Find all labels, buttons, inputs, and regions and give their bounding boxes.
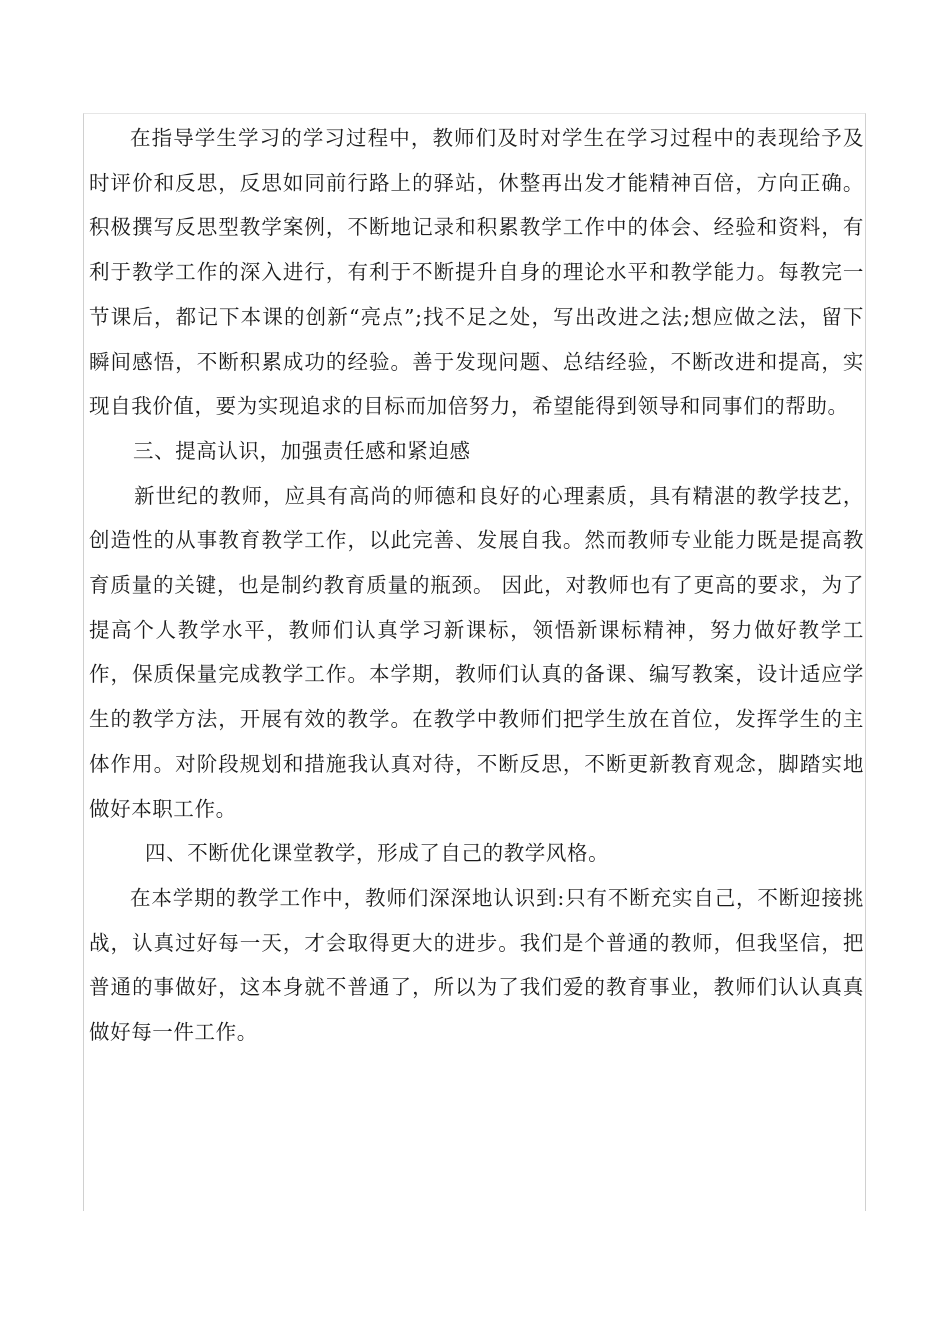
document-body — [89, 116, 864, 1055]
section-heading-4: 四、不断优化课堂教学，形成了自己的教学风格。 — [145, 841, 610, 866]
paragraph-conclusion: 在本学期的教学工作中，教师们深深地认识到:只有不断充实自己，不断迎接挑战，认真过好每一天，才会取得更大的进步。我们是个普通的教师，但我坚信，把普通的事做好，这本身就不普通了，所以为了我们爱的教育事业，教师们认认真真做好每一件工作。 — [89, 885, 864, 1045]
paragraph-reflection: 在指导学生学习的学习过程中，教师们及时对学生在学习过程中的表现给予及时评价和反思，反思如同前行路上的驿站，休整再出发才能精神百倍，方向正确。积极撰写反思型教学案例，不断地记录和积累教学工作中的体会、经验和资料，有利于教学工作的深入进行，有利于不断提升自身的理论水平和教学能力。每教完一节课后，都记下本课的创新“亮点”;找不足之处，写出改进之法;想应做之法，留下瞬间感悟，不断积累成功的经验。善于发现问题、总结经验，不断改进和提高，实现自我价值，要为实现追求的目标而加倍努力，希望能得到领导和同事们的帮助。 — [89, 126, 864, 419]
paragraph-teacher-quality: 新世纪的教师，应具有高尚的师德和良好的心理素质，具有精湛的教学技艺，创造性的从事教育教学工作，以此完善、发展自我。然而教师专业能力既是提高教育质量的关键，也是制约教育质量的瓶颈。 因此，对教师也有了更高的要求，为了提高个人教学水平，教师们认真学习新课标，领悟新课标精神，努力做好教学工作，保质保量完成教学工作。本学期，教师们认真的备课、编写教案，设计适应学生的教学方法，开展有效的教学。在教学中教师们把学生放在首位，发挥学生的主体作用。对阶段规划和措施我认真对待，不断反思，不断更新教育观念，脚踏实地做好本职工作。 — [89, 483, 864, 821]
section-heading-3: 三、提高认识，加强责任感和紧迫感 — [133, 438, 471, 463]
